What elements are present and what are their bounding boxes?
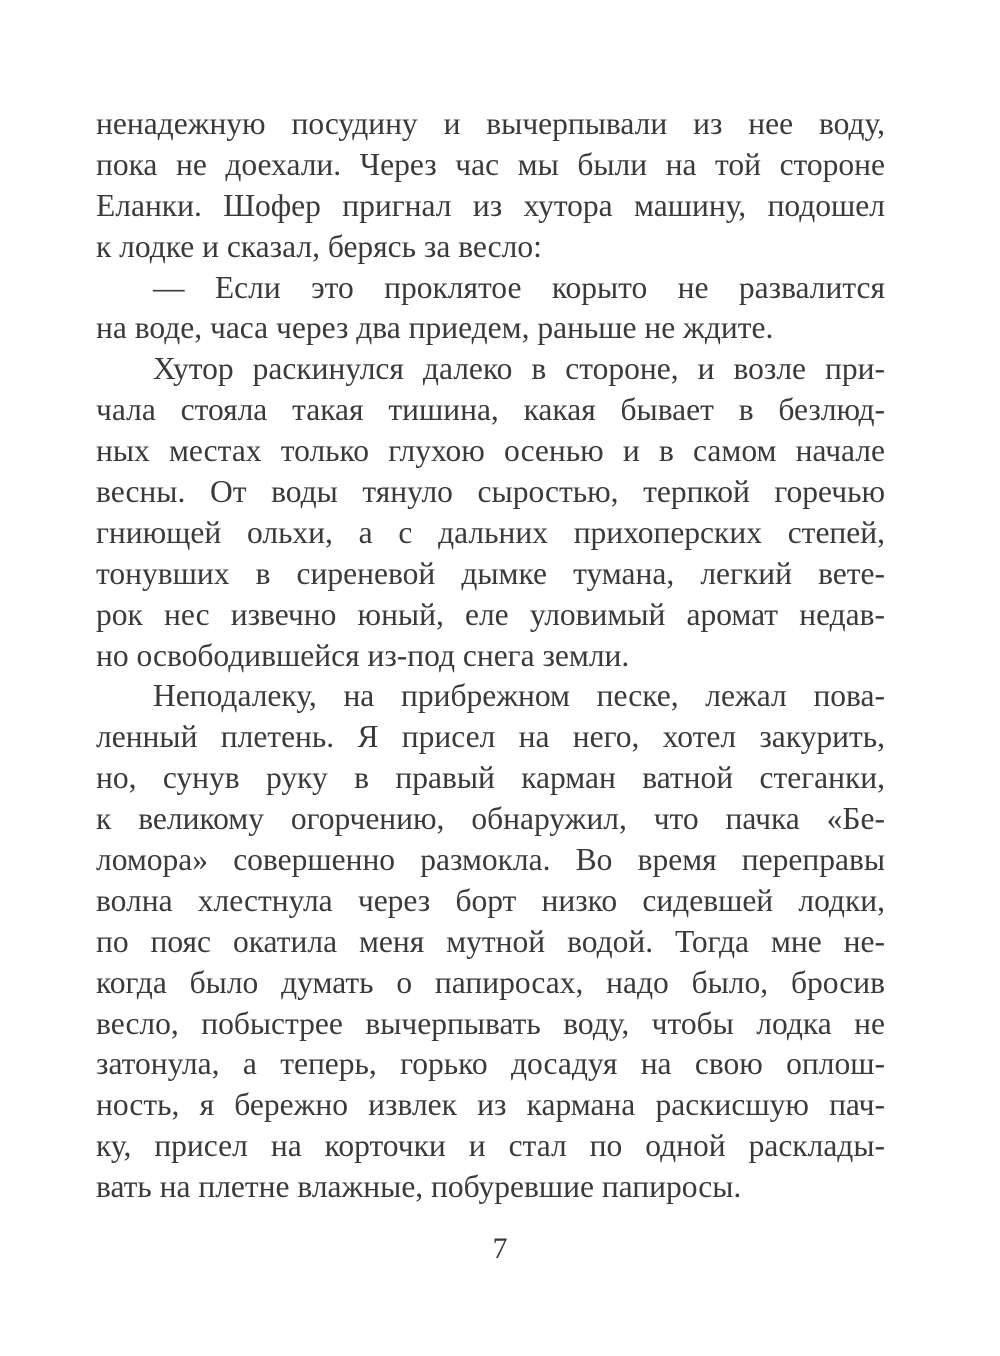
text-line: ку, присел на корточки и стал по одной расклады- <box>96 1128 885 1164</box>
text-line: но, сунув руку в правый карман ватной стеганки, <box>96 760 885 796</box>
page-number: 7 <box>492 1232 508 1265</box>
text-line: на воде, часа через два приедем, раньше не ждите. <box>96 310 774 346</box>
text-line: чала стояла такая тишина, какая бывает в безлюд- <box>96 392 885 428</box>
text-line: по пояс окатила меня мутной водой. Тогда мне не- <box>96 923 885 959</box>
text-line: затонула, а теперь, горько досадуя на свою оплош- <box>96 1046 885 1082</box>
text-line: — Если это проклятое корыто не развалится <box>153 269 885 305</box>
text-line: пока не доехали. Через час мы были на той стороне <box>96 146 885 182</box>
body-text <box>96 104 885 1208</box>
text-line: к великому огорчению, обнаружил, что пачка «Бе- <box>96 801 885 837</box>
text-line: волна хлестнула через борт низко сидевшей лодки, <box>96 882 885 918</box>
text-line: ленный плетень. Я присел на него, хотел закурить, <box>96 719 885 755</box>
text-line: ненадежную посудину и вычерпывали из нее воду, <box>96 106 885 141</box>
text-line: тонувших в сиреневой дымке тумана, легкий вете- <box>96 555 885 591</box>
text-line: весны. От воды тянуло сыростью, терпкой горечью <box>96 474 885 510</box>
text-line: вать на плетне влажные, побуревшие папиросы. <box>96 1169 742 1205</box>
text-line: к лодке и сказал, берясь за весло: <box>96 228 542 264</box>
text-line: гниющей ольхи, а с дальних прихоперских степей, <box>96 514 885 550</box>
text-line: Неподалеку, на прибрежном песке, лежал пова- <box>153 678 885 714</box>
text-line: рок нес извечно юный, еле уловимый аромат недав- <box>96 596 885 632</box>
text-line: ность, я бережно извлек из кармана раскисшую пач- <box>96 1087 885 1123</box>
text-line: ных местах только глухою осенью и в самом начале <box>96 433 885 469</box>
text-line: ломора» совершенно размокла. Во время переправы <box>96 842 885 878</box>
text-line: весло, побыстрее вычерпывать воду, чтобы лодка не <box>96 1005 885 1041</box>
text-line: но освободившейся из-под снега земли. <box>96 637 630 673</box>
text-line: Хутор раскинулся далеко в стороне, и возле при- <box>153 351 885 387</box>
text-line: Еланки. Шофер пригнал из хутора машину, подошел <box>96 187 885 223</box>
text-line: когда было думать о папиросах, надо было, бросив <box>96 964 885 1000</box>
